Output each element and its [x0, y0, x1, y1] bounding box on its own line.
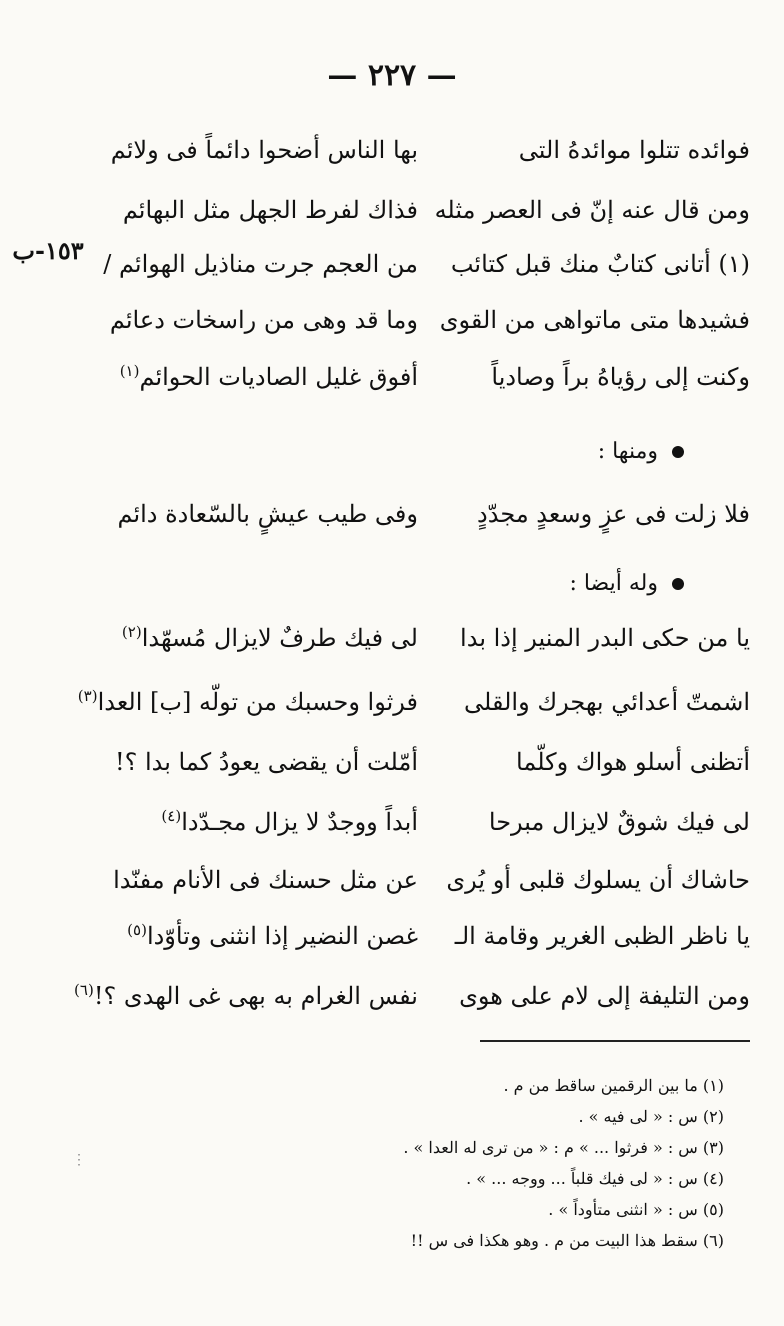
verse-first-hemistich: فلا زلت فى عزٍ وسعدٍ مجدّدٍ	[477, 500, 750, 528]
verse-text: غصن النضير إذا انثنى وتأوّدا	[146, 922, 418, 950]
heading-text: وله أيضا :	[569, 571, 658, 596]
verse-second-hemistich	[100, 616, 418, 660]
verse-line	[100, 800, 750, 844]
verse-line	[100, 616, 750, 660]
verse-text: أفوق غليل الصاديات الحوائم	[139, 363, 418, 391]
section-heading-2	[569, 564, 684, 604]
heading-text: ومنها :	[597, 439, 658, 464]
verse-text: فرثوا وحسبك من تولّه [ب] العدا	[97, 688, 418, 716]
footnote: (١) ما بين الرقمين ساقط من م .	[503, 1076, 724, 1095]
verse-second-hemistich: عن مثل حسنك فى الأنام مفنّدا	[113, 866, 418, 894]
verse-text: أبداً ووجدٌ لا يزال مجـدّدا	[181, 808, 418, 836]
bullet-icon	[672, 446, 684, 458]
verse-second-hemistich	[100, 914, 418, 958]
footnote-marker: (٤)	[161, 807, 182, 825]
verse-second-hemistich: بها الناس أضحوا دائماً فى ولائم	[110, 136, 418, 164]
verse-line	[100, 355, 750, 399]
verse-line	[100, 858, 750, 902]
verse-line	[100, 242, 750, 286]
footnote: (٤) س : « لى فيك قلباً ... ووجه ... » .	[466, 1169, 724, 1188]
verse-second-hemistich: فذاك لفرط الجهل مثل البهائم	[122, 196, 418, 224]
footnote: (٦) سقط هذا البيت من م . وهو هكذا فى س !!	[410, 1231, 724, 1250]
verse-first-hemistich: اشمتّ أعدائي بهجرك والقلى	[464, 688, 750, 716]
ink-speck: ⋮	[72, 1152, 86, 1168]
footnote: (٢) س : « لى فيه » .	[578, 1107, 724, 1126]
verse-second-hemistich	[74, 974, 418, 1018]
section-heading-1	[598, 432, 684, 472]
verse-line	[100, 298, 750, 342]
verse-line	[100, 492, 750, 536]
bullet-icon	[672, 578, 684, 590]
verse-line	[100, 914, 750, 958]
verse-second-hemistich: وما قد وهى من راسخات دعائم	[109, 306, 418, 334]
verse-first-hemistich: حاشاك أن يسلوك قلبى أو يُرى	[446, 866, 750, 894]
verse-line	[100, 128, 750, 172]
footnote: (٥) س : « انثنى متأوداً » .	[548, 1200, 724, 1219]
footnote-divider	[480, 1040, 750, 1042]
footnote: (٣) س : « فرثوا ... » م : « من ترى له العدا » .	[403, 1138, 724, 1157]
margin-folio-note: ١٥٣-ب	[12, 236, 84, 265]
verse-second-hemistich: من العجم جرت مناذيل الهوائم /	[103, 250, 418, 278]
verse-first-hemistich: فشيدها متى ماتواهى من القوى	[439, 306, 750, 334]
verse-line	[100, 740, 750, 784]
verse-line	[74, 974, 750, 1018]
footnote-marker: (٣)	[77, 687, 98, 705]
verse-first-hemistich: يا ناظر الظبى الغرير وقامة الـ	[454, 922, 750, 950]
footnote-marker: (٢)	[121, 623, 142, 641]
page-number: — ٢٢٧ —	[327, 58, 457, 93]
verse-first-hemistich: أتظنى أسلو هواك وكلّما	[516, 748, 750, 776]
verse-first-hemistich: ومن التليفة إلى لام على هوى	[459, 982, 750, 1010]
verse-second-hemistich	[100, 800, 418, 844]
verse-first-hemistich: وكنت إلى رؤياهُ براً وصادياً	[491, 363, 750, 391]
footnote-marker: (٥)	[127, 921, 147, 939]
verse-second-hemistich: أمّلت أن يقضى يعودُ كما بدا ؟!	[114, 748, 418, 776]
verse-second-hemistich: وفى طيب عيشٍ بالسّعادة دائم	[117, 500, 418, 528]
verse-text: لى فيك طرفٌ لايزال مُسهّدا	[141, 624, 418, 652]
verse-line	[100, 188, 750, 232]
footnotes	[264, 1070, 724, 1256]
verse-first-hemistich: ومن قال عنه إنّ فى العصر مثله	[434, 196, 750, 224]
verse-first-hemistich: (١) أتانى كتابٌ منك قبل كتائب	[450, 250, 750, 278]
verse-first-hemistich: لى فيك شوقٌ لايزال مبرحا	[488, 808, 750, 836]
verse-second-hemistich	[77, 680, 418, 724]
verse-text: نفس الغرام به بهى غى الهدى ؟!	[93, 982, 418, 1010]
verse-first-hemistich: فوائده تتلوا موائدهُ التى	[518, 136, 750, 164]
verse-line	[77, 680, 750, 724]
footnote-marker: (٦)	[74, 981, 94, 999]
verse-second-hemistich	[100, 355, 418, 399]
verse-first-hemistich: يا من حكى البدر المنير إذا بدا	[460, 624, 750, 652]
footnote-marker: (١)	[119, 362, 140, 380]
